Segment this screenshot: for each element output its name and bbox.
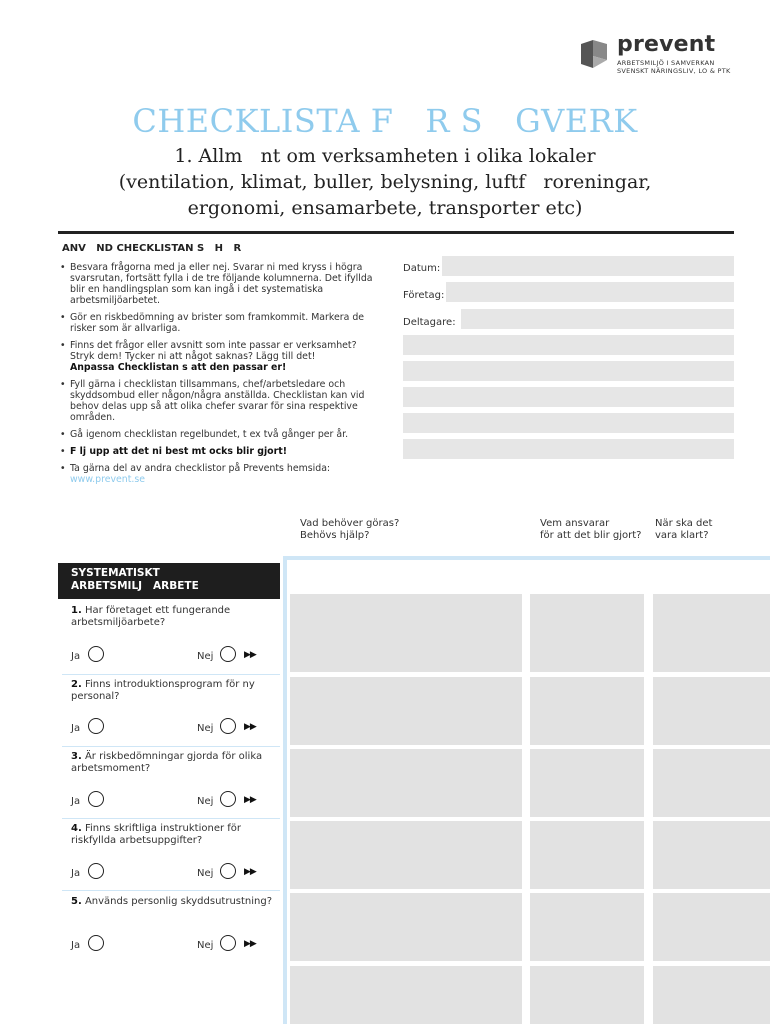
- instruction-item: [60, 312, 380, 334]
- instruction-text: Ta gärna del av andra checklistor på Prevents hemsida:: [70, 463, 331, 474]
- instruction-text: Finns det frågor eller avsnitt som inte passar er verksamhet? Stryk dem! Tycker ni att något saknas? Lägg till det!: [70, 340, 357, 362]
- subtitle-line: ergonomi, ensamarbete, transporter etc): [187, 197, 583, 219]
- yes-radio[interactable]: [88, 935, 104, 951]
- who-cell-3[interactable]: [530, 749, 644, 817]
- question-text: [71, 896, 276, 908]
- when-cell-6[interactable]: [653, 966, 770, 1024]
- no-label: Nej: [197, 796, 214, 807]
- logo-tagline-2: SVENSKT NÄRINGSLIV, LO & PTK: [617, 67, 731, 75]
- prevent-logo-icon: [579, 38, 609, 72]
- instruction-text: Fyll gärna i checklistan tillsammans, chef/arbetsledare och skyddsombud eller någon/några anställda. Checklistan kan vid behov delas upp så att olika chefer svarar för sina respektive områden.: [70, 379, 365, 423]
- yes-label: Ja: [71, 796, 81, 807]
- question-text: [71, 823, 276, 847]
- when-cell-3[interactable]: [653, 749, 770, 817]
- what-cell-5[interactable]: [290, 893, 522, 961]
- question-number: 2.: [71, 679, 82, 690]
- instruction-text: F lj upp att det ni best mt ocks blir gjort!: [70, 446, 287, 457]
- question-text: [71, 679, 276, 703]
- yes-radio[interactable]: [88, 863, 104, 879]
- yes-radio[interactable]: [88, 791, 104, 807]
- arrows-icon: ▶▶: [244, 795, 256, 805]
- instructions-list: [60, 262, 380, 491]
- what-cell-6[interactable]: [290, 966, 522, 1024]
- column-header-who: Vem ansvarar för att det blir gjort?: [540, 518, 642, 541]
- arrows-icon: ▶▶: [244, 722, 256, 732]
- yes-label: Ja: [71, 723, 81, 734]
- who-cell-2[interactable]: [530, 677, 644, 745]
- who-cell-6[interactable]: [530, 966, 644, 1024]
- who-cell-4[interactable]: [530, 821, 644, 889]
- what-cell-2[interactable]: [290, 677, 522, 745]
- instruction-item: [60, 429, 380, 440]
- participants-field-6[interactable]: [403, 439, 734, 459]
- question-divider: [62, 746, 280, 747]
- question-divider: [62, 890, 280, 891]
- instruction-text: Gör en riskbedömning av brister som framkommit. Markera de risker som är allvarliga.: [70, 312, 365, 334]
- instruction-item: [60, 379, 380, 423]
- prevent-website-link[interactable]: www.prevent.se: [70, 474, 146, 485]
- logo-wordmark: prevent: [617, 32, 716, 57]
- what-cell-3[interactable]: [290, 749, 522, 817]
- participants-field-2[interactable]: [403, 335, 734, 355]
- no-radio[interactable]: [220, 791, 236, 807]
- subtitle-line: (ventilation, klimat, buller, belysning, luftf roreningar,: [118, 171, 652, 193]
- company-label: Företag:: [403, 290, 445, 301]
- question-divider: [62, 674, 280, 675]
- no-radio[interactable]: [220, 646, 236, 662]
- logo-tagline-1: ARBETSMILJÖ I SAMVERKAN: [617, 59, 715, 67]
- subtitle-line: 1. Allm nt om verksamheten i olika lokaler: [174, 145, 596, 167]
- no-label: Nej: [197, 940, 214, 951]
- instruction-item: [60, 262, 380, 306]
- question-divider: [62, 818, 280, 819]
- who-cell-1[interactable]: [530, 594, 644, 672]
- no-radio[interactable]: [220, 935, 236, 951]
- page-subtitle: [40, 143, 730, 221]
- yes-radio[interactable]: [88, 646, 104, 662]
- participants-field-5[interactable]: [403, 413, 734, 433]
- table-top-rule: [283, 556, 770, 560]
- instruction-text: Besvara frågorna med ja eller nej. Svarar ni med kryss i högra svarsrutan, fortsätt fylla i de tre följande kolumnerna. Det ifyllda blir en handlingsplan som kan ingå i det systematiska arbetsmiljöarbetet.: [70, 262, 373, 306]
- when-cell-5[interactable]: [653, 893, 770, 961]
- what-cell-4[interactable]: [290, 821, 522, 889]
- prevent-logo: [579, 32, 739, 80]
- instruction-item: [60, 340, 380, 373]
- instructions-heading: ANV ND CHECKLISTAN S H R: [62, 243, 242, 254]
- title-divider: [58, 231, 734, 234]
- question-number: 3.: [71, 751, 82, 762]
- question-label: Är riskbedömningar gjorda för olika arbetsmoment?: [71, 751, 263, 774]
- arrows-icon: ▶▶: [244, 650, 256, 660]
- column-header-what: Vad behöver göras? Behövs hjälp?: [300, 518, 400, 541]
- question-label: Finns introduktionsprogram för ny personal?: [71, 679, 255, 702]
- participants-label: Deltagare:: [403, 317, 456, 328]
- no-radio[interactable]: [220, 718, 236, 734]
- no-radio[interactable]: [220, 863, 236, 879]
- what-cell-1[interactable]: [290, 594, 522, 672]
- when-cell-1[interactable]: [653, 594, 770, 672]
- question-label: Har företaget ett fungerande arbetsmiljöarbete?: [71, 605, 231, 628]
- yes-label: Ja: [71, 651, 81, 662]
- no-label: Nej: [197, 723, 214, 734]
- column-header-when: När ska det vara klart?: [655, 518, 713, 541]
- company-field[interactable]: [446, 282, 734, 302]
- when-cell-2[interactable]: [653, 677, 770, 745]
- participants-field-3[interactable]: [403, 361, 734, 381]
- arrows-icon: ▶▶: [244, 867, 256, 877]
- date-label: Datum:: [403, 263, 441, 274]
- instruction-item: [60, 446, 380, 457]
- instruction-item: [60, 463, 380, 485]
- instruction-text: Gå igenom checklistan regelbundet, t ex två gånger per år.: [70, 429, 349, 440]
- participants-field[interactable]: [461, 309, 734, 329]
- yes-label: Ja: [71, 868, 81, 879]
- yes-radio[interactable]: [88, 718, 104, 734]
- section-header: [58, 563, 280, 599]
- question-number: 5.: [71, 896, 82, 907]
- no-label: Nej: [197, 651, 214, 662]
- yes-label: Ja: [71, 940, 81, 951]
- no-label: Nej: [197, 868, 214, 879]
- when-cell-4[interactable]: [653, 821, 770, 889]
- table-left-rule: [283, 556, 287, 1024]
- question-number: 4.: [71, 823, 82, 834]
- question-label: Finns skriftliga instruktioner för riskfyllda arbetsuppgifter?: [71, 823, 242, 846]
- instruction-emphasis: Anpassa Checklistan s att den passar er!: [70, 362, 287, 373]
- arrows-icon: ▶▶: [244, 939, 256, 949]
- who-cell-5[interactable]: [530, 893, 644, 961]
- question-label: Används personlig skyddsutrustning?: [84, 896, 273, 907]
- section-title: SYSTEMATISKT ARBETSMILJ ARBETE: [71, 567, 199, 592]
- participants-field-4[interactable]: [403, 387, 734, 407]
- question-text: [71, 605, 276, 629]
- page-title: CHECKLISTA F R S GVERK: [132, 102, 638, 140]
- logo-tagline: [617, 59, 731, 75]
- question-number: 1.: [71, 605, 82, 616]
- question-text: [71, 751, 276, 775]
- date-field[interactable]: [442, 256, 734, 276]
